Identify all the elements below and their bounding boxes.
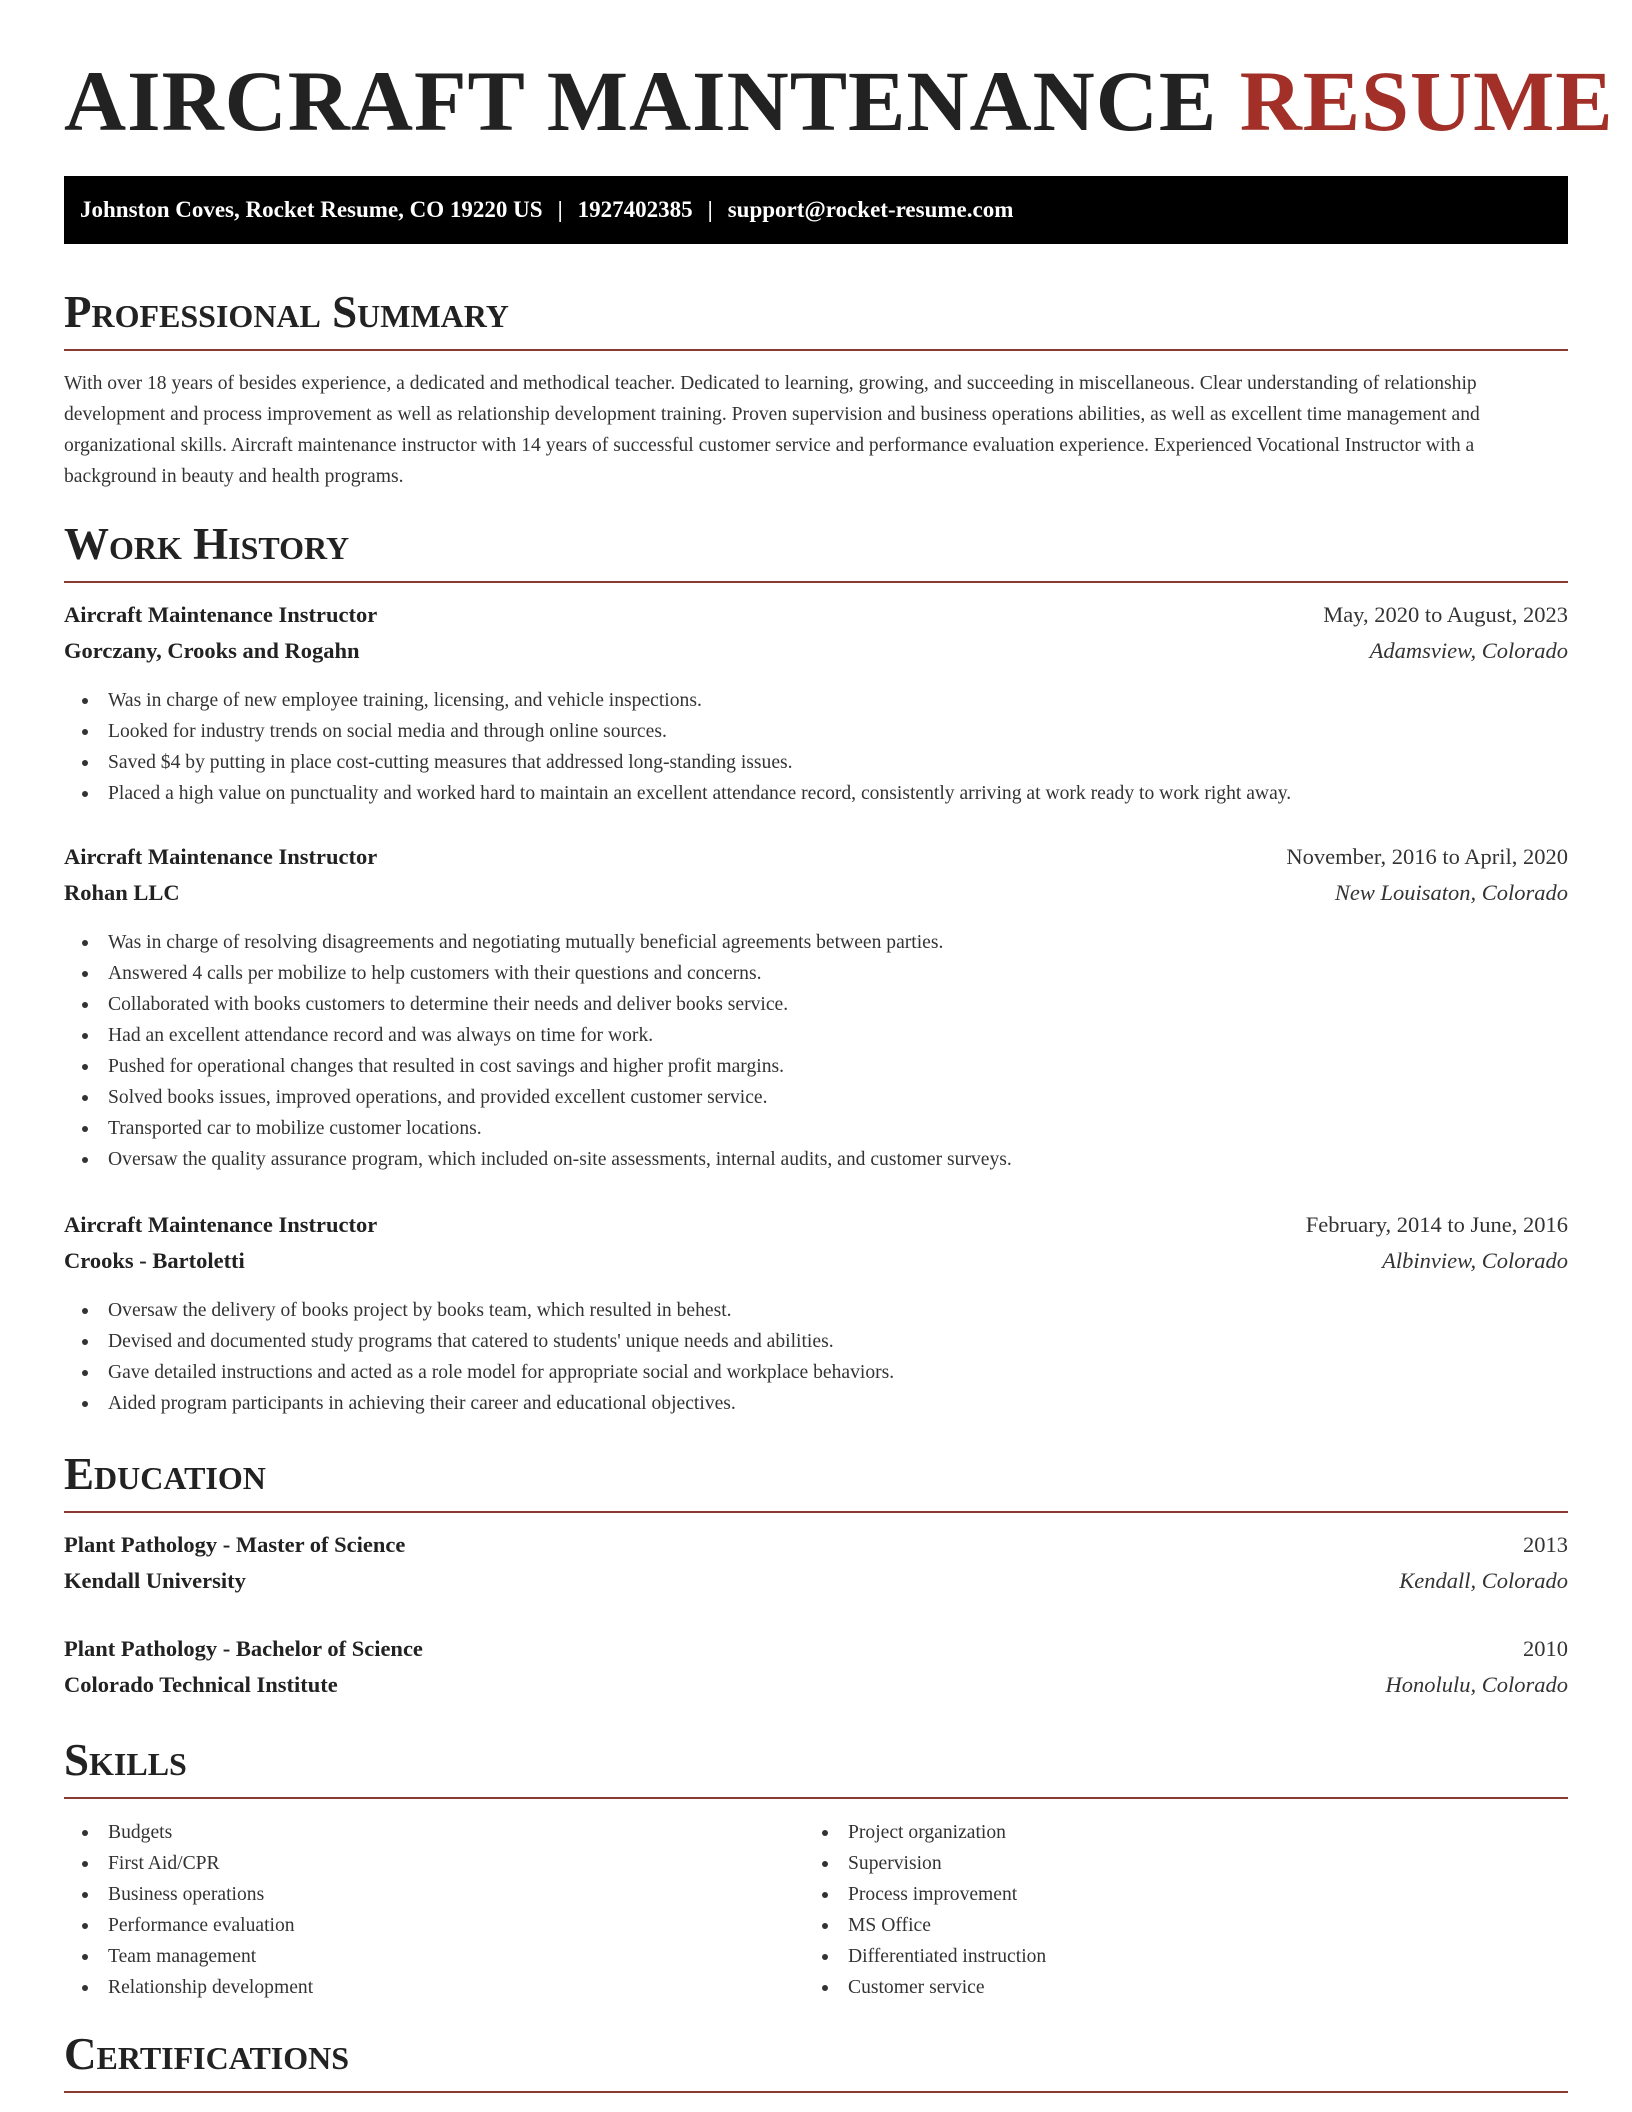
list-item: Was in charge of resolving disagreements and negotiating mutually beneficial agreements between parties. bbox=[64, 927, 1568, 958]
list-item: Pushed for operational changes that resulted in cost savings and higher profit margins. bbox=[64, 1051, 1568, 1082]
school-location: Kendall, Colorado bbox=[1399, 1568, 1568, 1593]
list-item: Aided program participants in achieving their career and educational objectives. bbox=[64, 1388, 1568, 1419]
list-item: Was in charge of new employee training, licensing, and vehicle inspections. bbox=[64, 685, 1568, 716]
title-accent: RESUME bbox=[1239, 53, 1614, 149]
skills-column-right bbox=[804, 1817, 1544, 2003]
certifications-heading: Certifications bbox=[64, 2032, 1568, 2093]
school-location: Honolulu, Colorado bbox=[1385, 1672, 1568, 1697]
contact-address: Johnston Coves, Rocket Resume, CO 19220 US bbox=[80, 197, 543, 222]
job-location: Adamsview, Colorado bbox=[1369, 638, 1568, 663]
job-company: Gorczany, Crooks and Rogahn bbox=[64, 638, 360, 663]
graduation-year: 2013 bbox=[1523, 1532, 1568, 1557]
resume-title bbox=[64, 53, 1614, 149]
skill-item: Customer service bbox=[804, 1972, 1544, 2003]
work-entry bbox=[64, 844, 1568, 1175]
job-company: Rohan LLC bbox=[64, 880, 180, 905]
list-item: Gave detailed instructions and acted as a role model for appropriate social and workplace behaviors. bbox=[64, 1357, 1568, 1388]
contact-bar bbox=[64, 176, 1568, 244]
degree: Plant Pathology - Bachelor of Science bbox=[64, 1636, 423, 1661]
skill-item: Differentiated instruction bbox=[804, 1941, 1544, 1972]
skills-list bbox=[64, 1817, 1568, 2003]
job-role: Aircraft Maintenance Instructor bbox=[64, 844, 378, 869]
job-role: Aircraft Maintenance Instructor bbox=[64, 1212, 378, 1237]
education-entry bbox=[64, 1636, 1568, 1708]
job-location: Albinview, Colorado bbox=[1382, 1248, 1568, 1273]
job-dates: May, 2020 to August, 2023 bbox=[1323, 602, 1568, 627]
skill-item: Business operations bbox=[64, 1879, 804, 1910]
skill-item: Performance evaluation bbox=[64, 1910, 804, 1941]
list-item: Solved books issues, improved operations, and provided excellent customer service. bbox=[64, 1082, 1568, 1113]
title-main: AIRCRAFT MAINTENANCE bbox=[64, 53, 1218, 149]
education-entry bbox=[64, 1532, 1568, 1604]
contact-separator: | bbox=[557, 197, 563, 222]
work-heading: Work History bbox=[64, 522, 1568, 583]
list-item: Transported car to mobilize customer locations. bbox=[64, 1113, 1568, 1144]
list-item: Looked for industry trends on social media and through online sources. bbox=[64, 716, 1568, 747]
school-name: Kendall University bbox=[64, 1568, 246, 1593]
skills-column-left bbox=[64, 1817, 804, 2003]
skill-item: Supervision bbox=[804, 1848, 1544, 1879]
job-dates: February, 2014 to June, 2016 bbox=[1305, 1212, 1568, 1237]
list-item: Oversaw the quality assurance program, which included on-site assessments, internal audits, and customer surveys. bbox=[64, 1144, 1568, 1175]
list-item: Collaborated with books customers to determine their needs and deliver books service. bbox=[64, 989, 1568, 1020]
list-item: Saved $4 by putting in place cost-cutting measures that addressed long-standing issues. bbox=[64, 747, 1568, 778]
skill-item: Project organization bbox=[804, 1817, 1544, 1848]
skill-item: Process improvement bbox=[804, 1879, 1544, 1910]
school-name: Colorado Technical Institute bbox=[64, 1672, 338, 1697]
job-bullets bbox=[64, 927, 1568, 1175]
summary-text: With over 18 years of besides experience, a dedicated and methodical teacher. Dedicated to learning, growing, and succeeding in miscellaneous. Clear understanding of relationship development and process improvement as well as relationship development training. Proven supervision and business operations abilities, as well as excellent time management and organizational skills. Aircraft maintenance instructor with 14 years of successful customer service and performance evaluation experience. Experienced Vocational Instructor with a background in beauty and health programs. bbox=[64, 373, 1480, 487]
skill-item: First Aid/CPR bbox=[64, 1848, 804, 1879]
job-dates: November, 2016 to April, 2020 bbox=[1286, 844, 1568, 869]
work-entry bbox=[64, 1212, 1568, 1419]
list-item: Placed a high value on punctuality and worked hard to maintain an excellent attendance record, consistently arriving at work ready to work right away. bbox=[64, 778, 1568, 809]
contact-separator: | bbox=[707, 197, 713, 222]
summary-heading: Professional Summary bbox=[64, 290, 1568, 351]
job-company: Crooks - Bartoletti bbox=[64, 1248, 245, 1273]
list-item: Devised and documented study programs that catered to students' unique needs and abilities. bbox=[64, 1326, 1568, 1357]
skill-item: Relationship development bbox=[64, 1972, 804, 2003]
job-bullets bbox=[64, 685, 1568, 809]
list-item: Had an excellent attendance record and was always on time for work. bbox=[64, 1020, 1568, 1051]
skill-item: Budgets bbox=[64, 1817, 804, 1848]
contact-email[interactable]: support@rocket-resume.com bbox=[727, 197, 1014, 222]
list-item: Answered 4 calls per mobilize to help customers with their questions and concerns. bbox=[64, 958, 1568, 989]
job-location: New Louisaton, Colorado bbox=[1334, 880, 1568, 905]
contact-phone[interactable]: 1927402385 bbox=[577, 197, 693, 222]
work-entry bbox=[64, 602, 1568, 809]
job-bullets bbox=[64, 1295, 1568, 1419]
skill-item: Team management bbox=[64, 1941, 804, 1972]
skill-item: MS Office bbox=[804, 1910, 1544, 1941]
list-item: Oversaw the delivery of books project by books team, which resulted in behest. bbox=[64, 1295, 1568, 1326]
degree: Plant Pathology - Master of Science bbox=[64, 1532, 406, 1557]
education-heading: Education bbox=[64, 1452, 1568, 1513]
job-role: Aircraft Maintenance Instructor bbox=[64, 602, 378, 627]
skills-heading: Skills bbox=[64, 1738, 1568, 1799]
graduation-year: 2010 bbox=[1523, 1636, 1568, 1661]
